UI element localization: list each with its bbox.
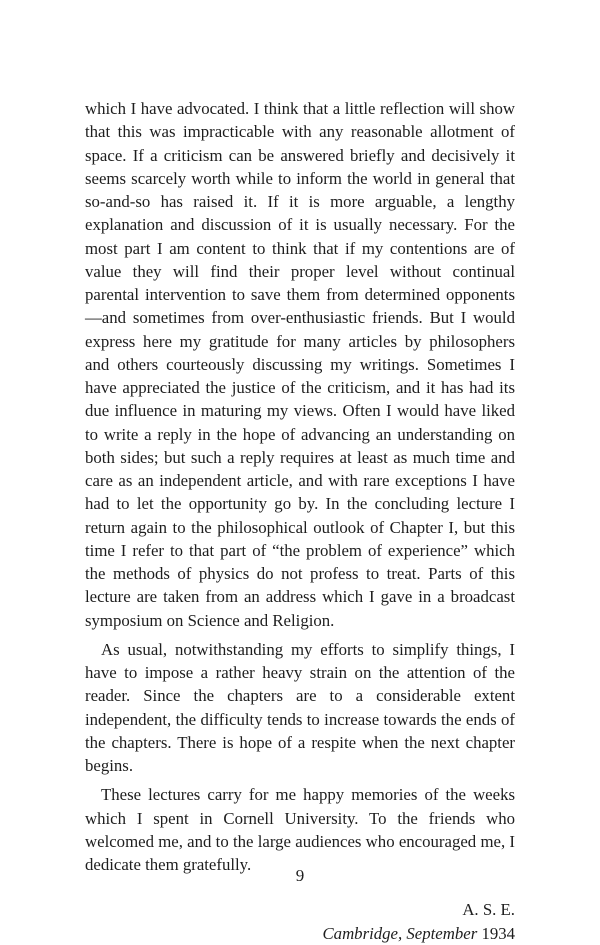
paragraph-strain: As usual, notwithstanding my efforts to simplify things, I have to impose a rather heavy strain on the attention of the reader. Since the chapters are to a considerable extent independent, the difficulty tends to increase towards the ends of the chapters. There is hope of a respite when the next chapter begins. bbox=[85, 639, 515, 775]
page-body bbox=[85, 97, 515, 945]
page-number: 9 bbox=[295, 866, 305, 885]
paragraph-dedication: These lectures carry for me happy memories of the weeks which I spent in Cornell University. To the friends who welcomed me, and to the large audiences who encouraged me, I dedicate them gratefully. bbox=[85, 785, 515, 874]
signature-year: 1934 bbox=[481, 923, 515, 943]
signature-place-date bbox=[85, 922, 515, 945]
signature-place: Cambridge, September bbox=[322, 923, 478, 943]
signature-block bbox=[85, 898, 515, 945]
paragraph-continued: which I have advocated. I think that a little reflection will show that this was impracticable with any reasonable allotment of space. If a criticism can be answered briefly and decisively it seems scarcely worth while to inform the world in general that so-and-so has raised it. If it is more arguable, a lengthy explanation and discussion of it is usually necessary. For the most part I am content to think that if my contentions are of value they will find their proper level without continual parental intervention to save them from determined opponents—and sometimes from over-enthusiastic friends. But I would express here my gratitude for many articles by philosophers and others courteously discussing my writings. Sometimes I have appreciated the justice of the criticism, and it has had its due influence in maturing my views. Often I would have liked to write a reply in the hope of advancing an understanding on both sides; but such a reply requires at least as much time and care as an independent article, and with rare exceptions I have had to let the opportunity go by. In the concluding lecture I return again to the philosophical outlook of Chapter I, but this time I refer to that part of “the problem of experience” which the methods of physics do not profess to treat. Parts of this lecture are taken from an address which I gave in a broadcast symposium on Science and Religion. bbox=[85, 99, 515, 630]
signature-initials: A. S. E. bbox=[462, 900, 515, 920]
